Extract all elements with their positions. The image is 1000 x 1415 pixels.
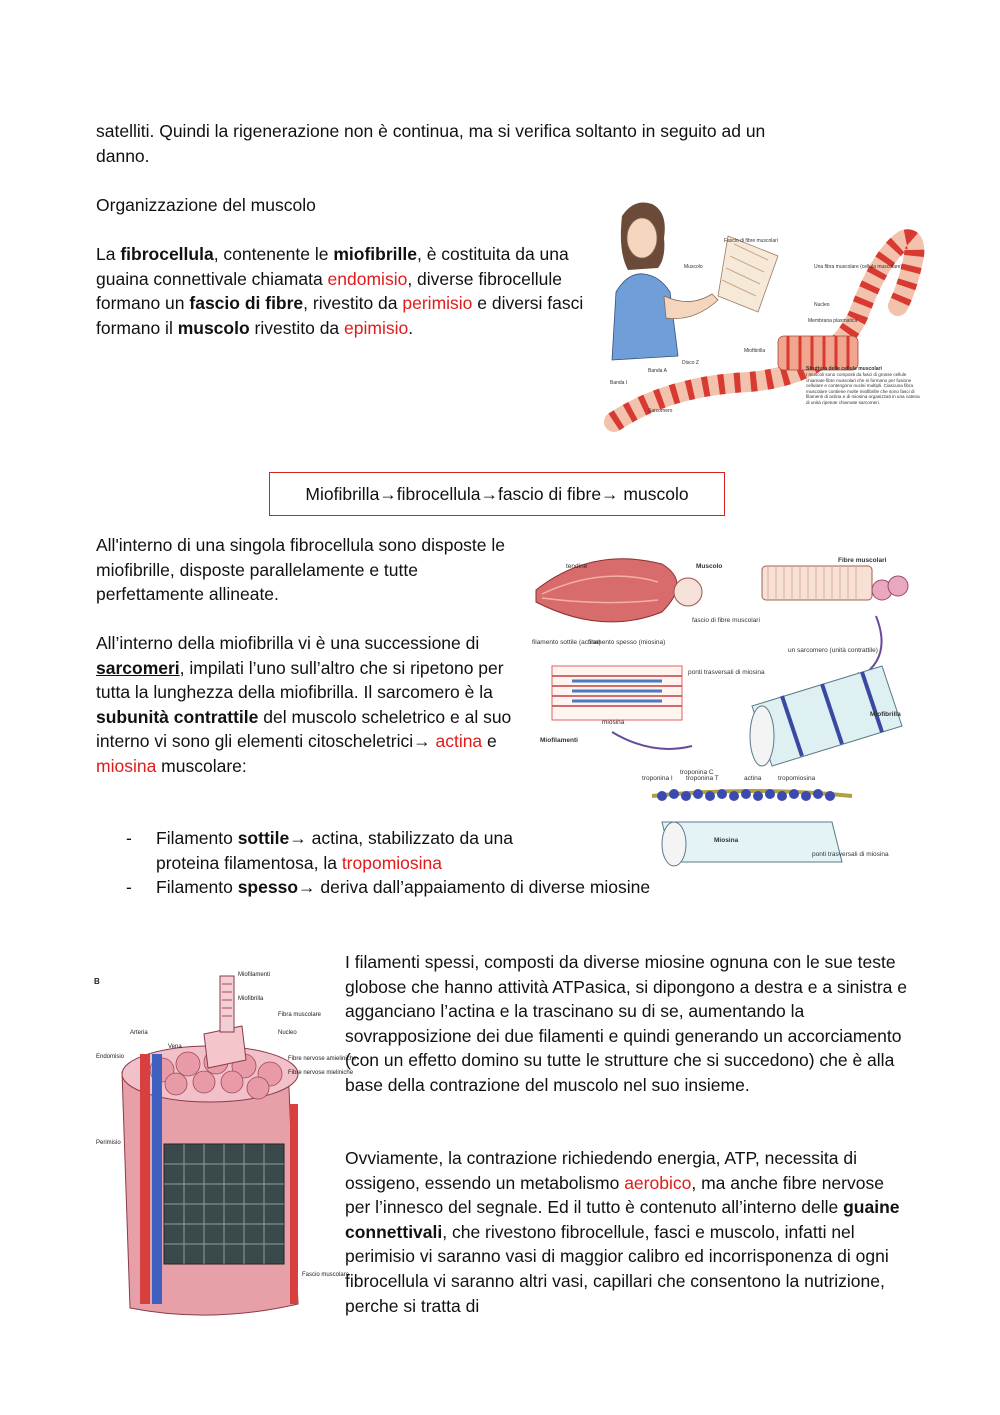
fig2-label: troponina C [680,769,714,776]
paragraph-filamenti: I filamenti spessi, composti da diverse miosine ognuna con le sue teste globose che hanno attività ATPasica, si dipongono a destra e a sinistra e agganciano l’actina e la trascinano su di se, aumentando la sovrapposizione dei due filamenti e quindi generando un accorciamento (con un effetto domino su tutte le strutture che si succedono) che è alla base della contrazione del muscolo nel suo insieme. [345,952,907,1095]
fig1-label: Fascio di fibre muscolari [724,238,778,244]
fig2-label: ponti trasversali di miosina [812,851,889,858]
muscle-cross-section-figure [92,964,357,1320]
fig3-label: Fibre nervose amieliniche [288,1056,357,1062]
fig3-label: Fibre nervose mieliniche [288,1070,354,1076]
fig2-label: ponti trasversali di miosina [688,669,765,676]
flow-box: Miofibrilla→fibrocellula→fascio di fibre→ muscolo [269,472,725,516]
muscle-fiber-figure [608,196,926,432]
fig2-label: filamento spesso (miosina) [588,639,666,646]
filament-list [96,826,736,900]
fig2-label: actina [744,775,762,782]
fig2-label: miosina [602,719,625,726]
fig3-label: Miofibrilla [238,996,264,1002]
fig2-label: Muscolo [696,563,723,570]
fig1-label: Una fibra muscolare (cellula muscolare) [814,264,903,270]
section-title: Organizzazione del muscolo [96,195,316,215]
list-item: - Filamento sottile→ actina, stabilizzato da una proteina filamentosa, la tropomiosina [126,828,513,873]
fig1-label: Nucleo [814,302,830,308]
fig3-label: Endomisio [96,1054,125,1060]
fig3-label: Nucleo [278,1030,297,1036]
fig3-label: Miofilamenti [238,972,271,978]
fig2-label: Miofibrilla [870,711,901,718]
fig1-caption-title: Struttura delle cellule muscolari [806,366,882,372]
fig3-label: B [94,977,100,986]
paragraph-energia: Ovviamente, la contrazione richiedendo energia, ATP, necessita di ossigeno, essendo un metabolismo aerobico, ma anche fibre nervose per l’innesco del segnale. Ed il tutto è contenuto all’interno delle guaine connettivali, che rivestono fibrocellule, fasci e muscolo, infatti nel perimisio vi saranno vasi di maggior calibro ed incorrisponenza di ogni fibrocellula vi saranno altri vasi, capillari che consentono la nutrizione, perche si tratta di [345,1148,900,1316]
fig3-label: Perimisio [96,1140,121,1146]
fig2-label: tendine [566,563,588,570]
fig2-label: filamento sottile (actina) [532,639,601,646]
fig1-label: Muscolo [684,264,703,270]
fig3-label: Fascio muscolare [302,1272,350,1278]
fig1-label: Membrana plasmatica [808,318,858,324]
fig2-label: fascio di fibre muscolari [692,617,760,624]
fig2-label: Miofilamenti [540,737,578,744]
fig1-label: Disco Z [682,360,699,366]
fig2-label: troponina T [686,775,719,782]
fig2-label: Fibre muscolari [838,557,887,564]
fig3-label: Vena [168,1044,182,1050]
fig2-label: tropomiosina [778,775,816,782]
fig2-label: un sarcomero (unità contrattile) [788,647,878,654]
list-item: - Filamento spesso→ deriva dall’appaiamento di diverse miosine [126,877,651,898]
fig2-label: troponina I [642,775,673,782]
fig2-label: Miosina [714,837,739,844]
fig1-label: Miofibrilla [744,348,766,354]
paragraph-fibrocellula: All'interno di una singola fibrocellula sono disposte le miofibrille, disposte parallelamente e tutte perfettamente allineate. [96,535,506,605]
fig1-label: Sarcomero [648,408,673,414]
fig1-label: Banda A [648,368,667,374]
fig3-label: Fibra muscolare [278,1012,322,1018]
paragraph-sarcomeri: All’interno della miofibrilla vi è una successione di sarcomeri, impilati l’uno sull’altro che si ripetono per tutta la lunghezza della miofibrilla. Il sarcomero è la subunità contrattile del muscolo scheletrico e al suo interno vi sono gli elementi citoscheletrici→ actina e miosina muscolare: [96,633,512,776]
fig3-label: Arteria [130,1030,148,1036]
organization-paragraph: La fibrocellula, contenente le miofibrille, è costituita da una guaina connettivale chiamata endomisio, diverse fibrocellule formano un fascio di fibre, rivestito da perimisio e diversi fasci formano il muscolo rivestito da epimisio. [96,244,584,338]
intro-text: satelliti. Quindi la rigenerazione non è continua, ma si verifica soltanto in seguito ad un danno. [96,121,766,166]
fig1-caption: I muscoli sono composti da fasci di grosse cellule chiamate fibre muscolari che si formano per fusione cellulare e contengono nuclei multipli. Ciascuna fibra muscolare contiene molte miofibrille che sono fasci di filamenti di actina e di miosina organizzati in una catena di unità ripetute chiamate sarcomeri. [806,372,920,405]
fig1-label: Banda I [610,380,628,386]
